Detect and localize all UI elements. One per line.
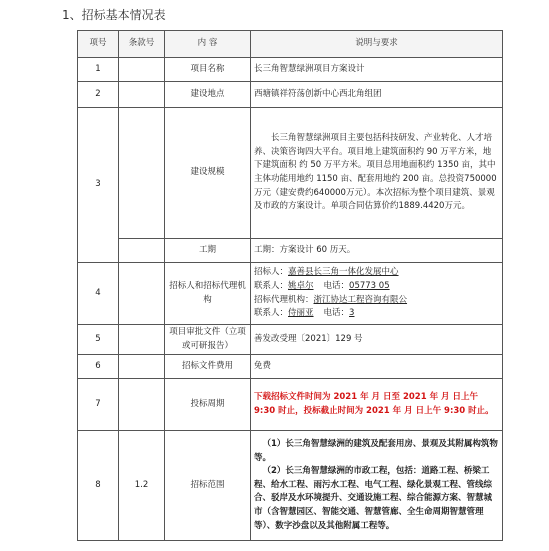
row-content: 招标人和招标代理机构: [165, 263, 251, 325]
row-no: 7: [78, 379, 119, 431]
row-no: 5: [78, 325, 119, 355]
contact1-label: 联系人：: [254, 280, 289, 291]
row-clause: 1.2: [119, 431, 165, 541]
row-no: 4: [78, 263, 119, 325]
tenderer-label: 招标人：: [254, 267, 289, 278]
contact1-name: 姚卓尔: [288, 280, 314, 291]
tender-info-table: [77, 30, 503, 541]
row-desc: [251, 108, 503, 239]
row-clause: [119, 58, 165, 82]
phone1-value: 05773 05: [349, 280, 390, 291]
row-clause: [119, 239, 165, 263]
phone2-value: 3: [349, 308, 355, 319]
row-no: 1: [78, 58, 119, 82]
table-row: [78, 58, 503, 82]
phone1-label: 电话：: [323, 280, 350, 291]
scale-description: 长三角智慧绿洲项目主要包括科技研发、产业转化、人才培养、决策咨询四大平台。项目地上建筑面积约 90 万平方米，地下建筑面积 约 50 万平方米。项目总用地面积约 1350 亩，其中主体功能用地约 1150 亩、配套用地约 200 亩。总投资750000万元（建安费约640000万元）。本次招标为整个项目建筑、景观及市政的方案设计。单项合同估算价约1889.4420万元。: [254, 133, 497, 212]
row-desc: [251, 431, 503, 541]
header-item-no: 项号: [78, 31, 119, 58]
table-row: [78, 108, 503, 239]
row-clause: [119, 108, 165, 239]
contact2-line: [254, 307, 499, 321]
row-content: 招标范围: [165, 431, 251, 541]
row-content: 项目名称: [165, 58, 251, 82]
tenderer-name: 嘉善县长三角一体化发展中心: [288, 267, 399, 278]
table-row: [78, 325, 503, 355]
row-desc: 西塘镇祥符荡创新中心西北角组团: [251, 82, 503, 108]
contact1-line: [254, 280, 499, 294]
section-heading: 1、招标基本情况表: [62, 8, 166, 22]
row-clause: [119, 263, 165, 325]
row-desc: [251, 263, 503, 325]
agency-line: [254, 294, 499, 308]
phone2-label: 电话：: [323, 308, 350, 319]
scope-paragraph-2: （2）长三角智慧绿洲的市政工程，包括：道路工程、桥梁工程、给水工程、雨污水工程、电气工程、绿化景观工程、管线综合、驳岸及水环境提升、交通设施工程、综合能源方案、智慧城市（含智慧园区、智能交通、智慧管廊、全生命周期智慧管理等）、数字沙盘以及其他附属工程等。: [254, 466, 493, 531]
row-desc: 长三角智慧绿洲项目方案设计: [251, 58, 503, 82]
header-clause-no: 条款号: [119, 31, 165, 58]
row-content: 项目审批文件（立项或可研报告）: [165, 325, 251, 355]
row-desc: 免费: [251, 355, 503, 379]
row-content: 建设规模: [165, 108, 251, 239]
row-content: 投标周期: [165, 379, 251, 431]
table-row: [78, 355, 503, 379]
row-no: 2: [78, 82, 119, 108]
header-content: 内 容: [165, 31, 251, 58]
row-content: 工期: [165, 239, 251, 263]
table-row: [78, 263, 503, 325]
row-no: 3: [78, 108, 119, 263]
row-clause: [119, 82, 165, 108]
contact2-name: 侍丽亚: [288, 308, 314, 319]
row-desc: 工期：方案设计 60 历天。: [251, 239, 503, 263]
row-clause: [119, 355, 165, 379]
agency-label: 招标代理机构：: [254, 294, 314, 305]
tenderer-line: [254, 266, 499, 280]
row-no: 8: [78, 431, 119, 541]
agency-name: 浙江协达工程咨询有限公: [313, 294, 408, 305]
contact2-label: 联系人：: [254, 308, 289, 319]
row-clause: [119, 379, 165, 431]
table-row: [78, 379, 503, 431]
row-clause: [119, 325, 165, 355]
table-row: [78, 82, 503, 108]
row-desc: 下载招标文件时间为 2021 年 月 日至 2021 年 月 日上午 9:30 时止，投标截止时间为 2021 年 月 日上午 9:30 时止。: [251, 379, 503, 431]
row-content: 建设地点: [165, 82, 251, 108]
table-header-row: [78, 31, 503, 58]
scope-paragraph-1: （1）长三角智慧绿洲的建筑及配套用房、景观及其附属构筑物等。: [254, 439, 498, 463]
table-row: [78, 431, 503, 541]
table-row: [78, 239, 503, 263]
row-desc: 善发改受理〔2021〕129 号: [251, 325, 503, 355]
row-content: 招标文件费用: [165, 355, 251, 379]
row-no: 6: [78, 355, 119, 379]
header-description: 说明与要求: [251, 31, 503, 58]
